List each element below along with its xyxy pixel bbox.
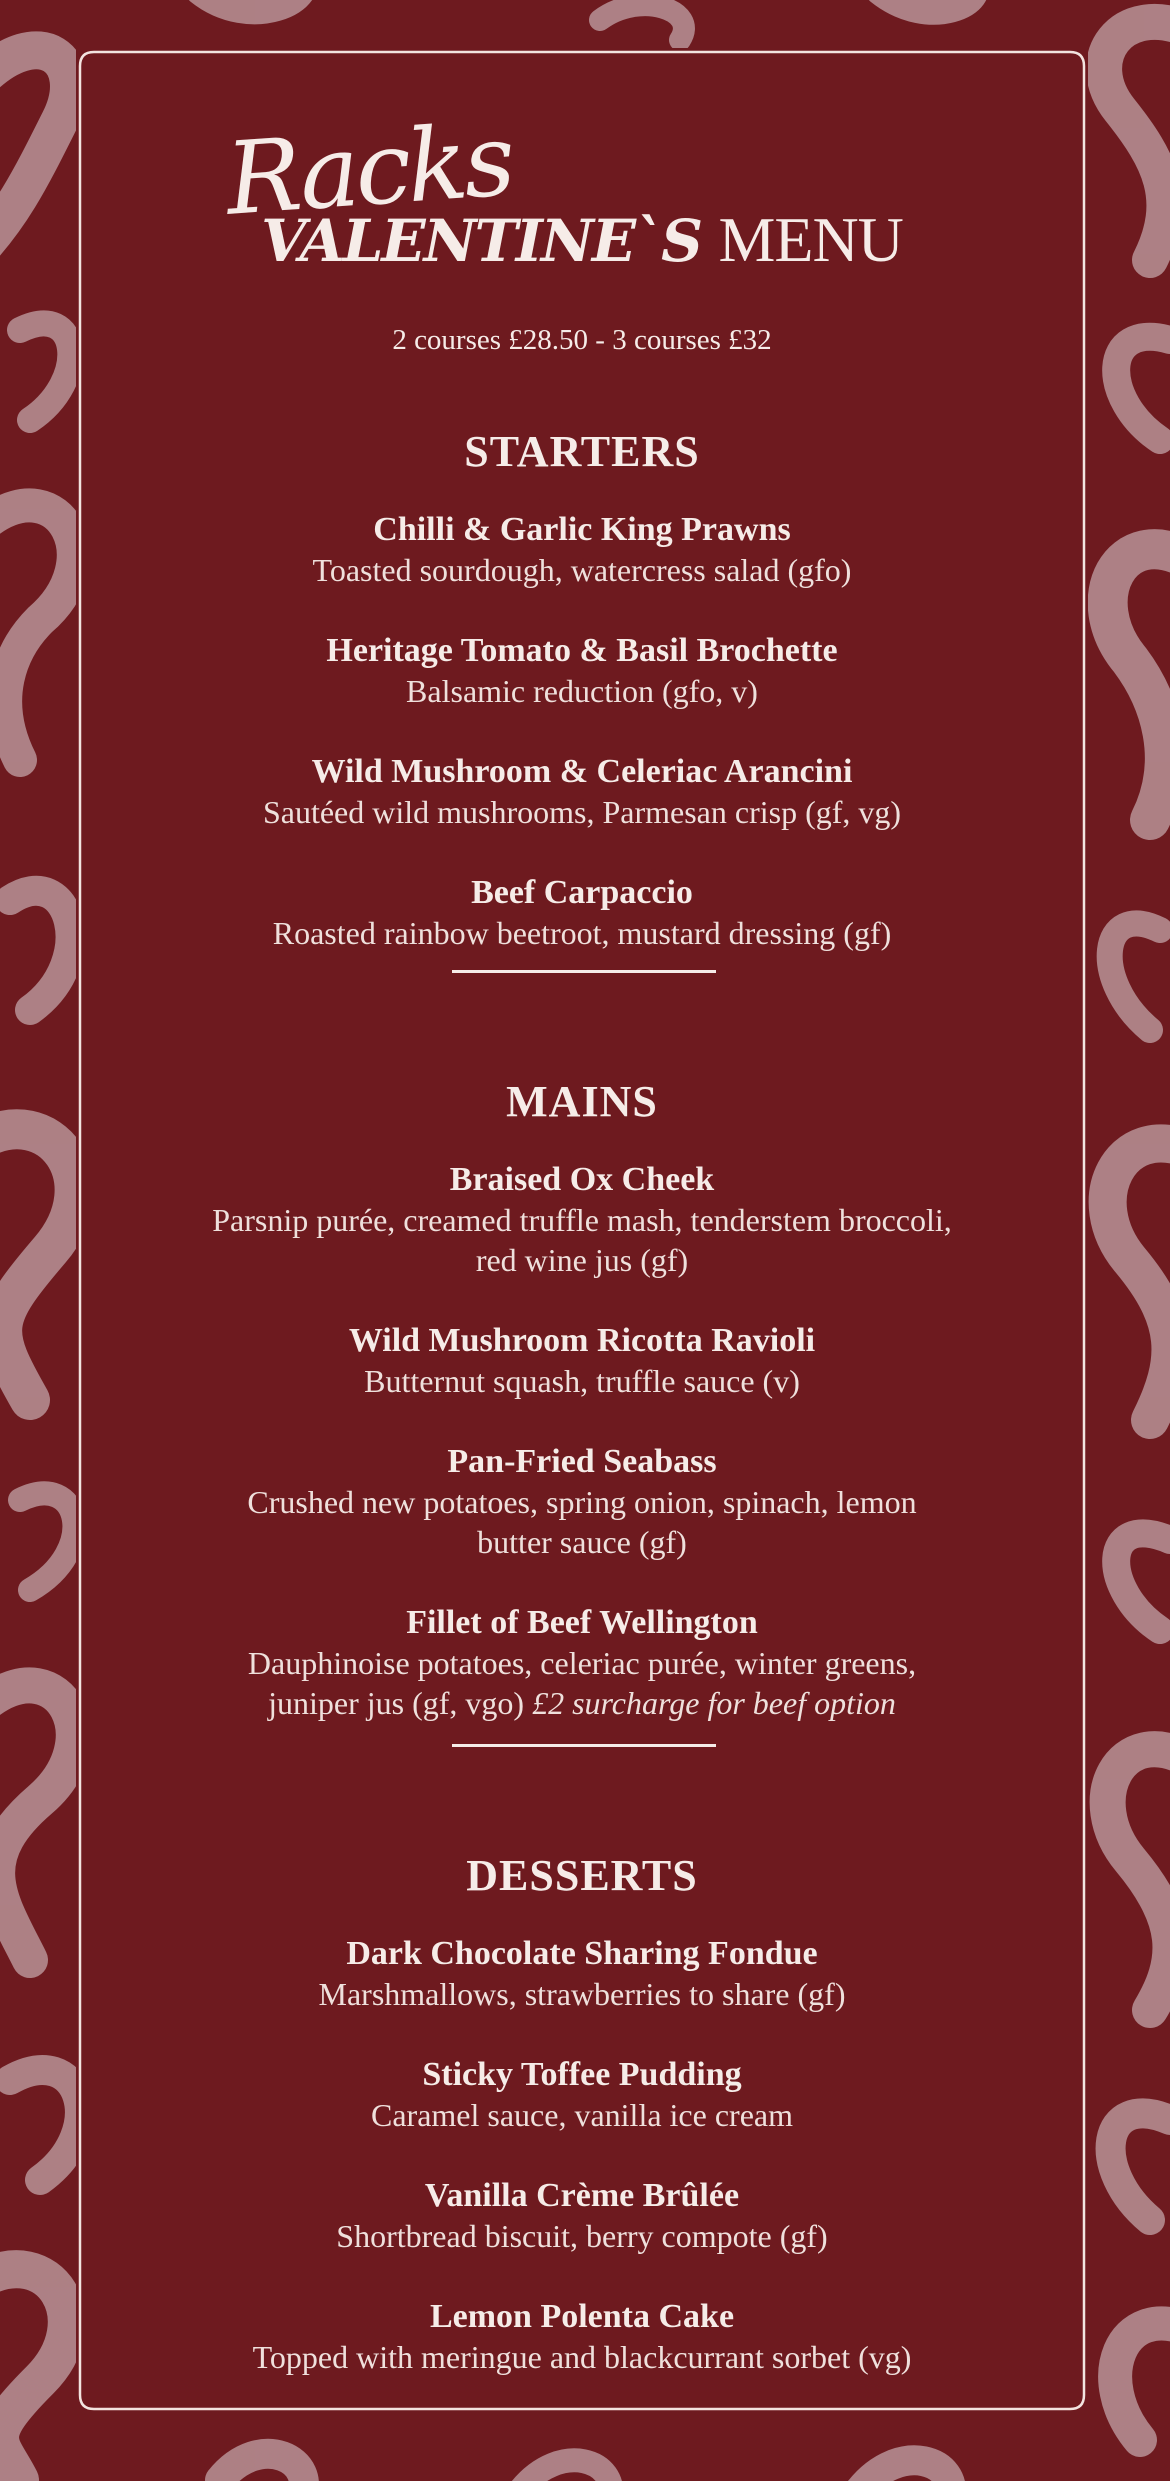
menu-item (116, 510, 1048, 590)
menu-item (116, 752, 1048, 832)
menu-item (116, 1603, 1048, 1723)
restaurant-logo: Racks (222, 101, 515, 238)
menu-item (116, 2176, 1048, 2256)
menu-item-name: Beef Carpaccio (471, 874, 693, 911)
menu-item-description (116, 1683, 1048, 1723)
menu-item (116, 1934, 1048, 2014)
menu-item-name: Chilli & Garlic King Prawns (373, 511, 791, 548)
menu-item-description: Shortbread biscuit, berry compote (gf) (336, 2218, 828, 2254)
menu-item-name: Fillet of Beef Wellington (406, 1604, 758, 1641)
menu-item-description: Caramel sauce, vanilla ice cream (371, 2097, 793, 2133)
section-heading-mains: MAINS (506, 1077, 658, 1126)
menu-item-name: Lemon Polenta Cake (429, 2298, 735, 2335)
menu-item-name: Vanilla Crème Brûlée (424, 2177, 740, 2214)
section-divider (452, 1744, 716, 1747)
menu-item-name: Dark Chocolate Sharing Fondue (346, 1935, 818, 1972)
menu-panel (76, 48, 1088, 2413)
section-divider (452, 970, 716, 973)
menu-item-description: Butternut squash, truffle sauce (v) (364, 1363, 800, 1399)
menu-item-description: Balsamic reduction (gfo, v) (406, 673, 758, 709)
menu-item-description: Toasted sourdough, watercress salad (gfo) (312, 552, 852, 588)
menu-title-bold: VALENTINE`S (261, 207, 702, 275)
menu-item-description: Crushed new potatoes, spring onion, spinach, lemon (247, 1484, 917, 1520)
menu-item (116, 2297, 1048, 2377)
menu-item-description: Dauphinoise potatoes, celeriac purée, winter greens, (247, 1645, 917, 1681)
menu-item-description: Parsnip purée, creamed truffle mash, tenderstem broccoli, (212, 1202, 952, 1238)
menu-item-description: Topped with meringue and blackcurrant sorbet (vg) (252, 2339, 912, 2375)
menu-item-name: Sticky Toffee Pudding (422, 2056, 742, 2093)
menu-item-name: Braised Ox Cheek (449, 1161, 715, 1198)
menu-item-description-text: juniper jus (gf, vgo) (268, 1685, 525, 1721)
menu-item-description: butter sauce (gf) (477, 1524, 687, 1560)
menu-item (116, 873, 1048, 953)
menu-item (116, 2055, 1048, 2135)
menu-item (116, 631, 1048, 711)
menu-title-light: MENU (718, 204, 903, 275)
surcharge-note: £2 surcharge for beef option (532, 1685, 896, 1721)
menu-item-name: Wild Mushroom & Celeriac Arancini (311, 753, 853, 790)
menu-item (116, 1321, 1048, 1401)
menu-title (76, 204, 1088, 275)
menu-item-description: Marshmallows, strawberries to share (gf) (318, 1976, 846, 2012)
menu-item (116, 1442, 1048, 1562)
menu-item (116, 1160, 1048, 1280)
menu-item-description: Roasted rainbow beetroot, mustard dressing (gf) (272, 915, 892, 951)
menu-item-name: Pan-Fried Seabass (447, 1443, 717, 1480)
menu-item-description: Sautéed wild mushrooms, Parmesan crisp (gf, vg) (262, 794, 902, 830)
pricing-text: 2 courses £28.50 - 3 courses £32 (392, 324, 772, 356)
menu-item-description: red wine jus (gf) (475, 1242, 689, 1278)
menu-item-name: Wild Mushroom Ricotta Ravioli (348, 1322, 816, 1359)
section-heading-desserts: DESSERTS (466, 1851, 698, 1900)
section-heading-starters: STARTERS (464, 427, 700, 476)
menu-item-name: Heritage Tomato & Basil Brochette (326, 632, 838, 669)
